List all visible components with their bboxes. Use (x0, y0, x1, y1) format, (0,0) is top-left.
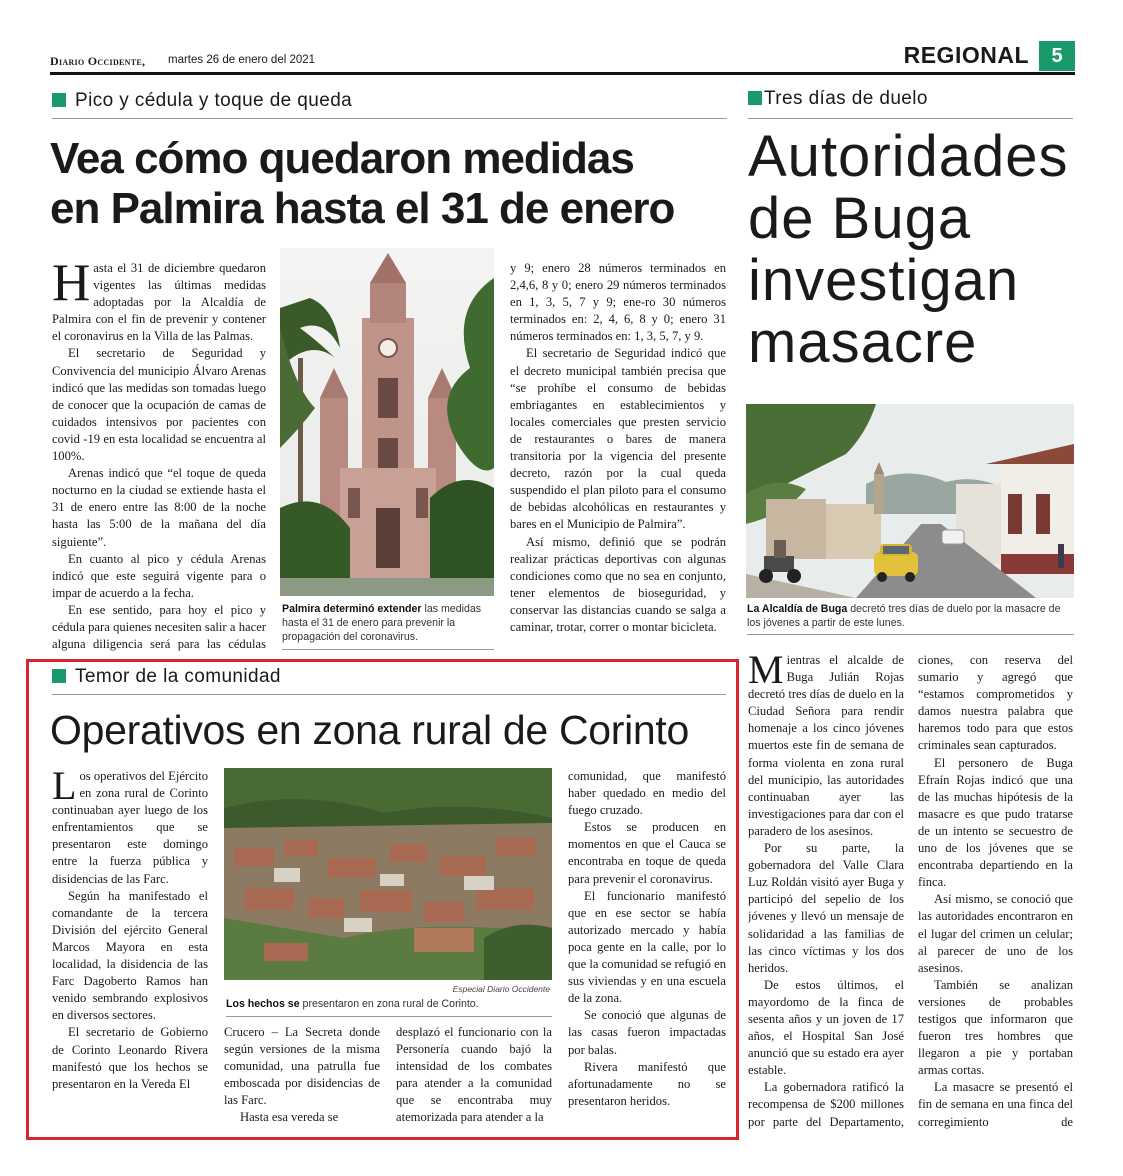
article3-column-2: Crucero – La Secreta donde según versiones de la misma comunidad, una patrulla fue emboscada por disidencias de las Farc. Hasta esa vereda se (224, 1025, 380, 1125)
article1-column-2: y 9; enero 28 números terminados en 2,4,6, 8 y 0; enero 29 números terminados en 1, 3, 5, 7 y 9; ene-ro 30 números terminados en: 2, 4, 6, 8 y 0; enero 31 números terminados en: 1, 3, 5, 7, y 9. El secretario de Seguridad indicó que el decreto municipal también precisa que “se prohíbe el consumo de bebidas embriagantes en establecimientos y locales comerciales que presten servicio de restaurantes o bares de manera transitoria por la vigencia del presente decreto, razón por la cual queda suspendido el plan piloto para el consumo de bebidas alcohólicas en restaurantes y bares en el Municipio de Palmira”. Así mismo, definió que se podrán realizar prácticas deportivas con algunas condiciones como que no sea en conjunto, tener elementos de bioseguridad, y conservar las distancias cuando se salga a caminar, trotar, correr o montar bicicleta. (510, 261, 726, 634)
article3-column-3: desplazó el funcionario con la Personería cuando bajó la intensidad de los combates para atender a la comunidad que se encontraba muy atemorizada para atender a la (396, 1025, 552, 1125)
page-number: 5 (1039, 41, 1075, 71)
article3-column-1: Los operativos del Ejército en zona rural de Corinto continuaban ayer luego de los enfrentamientos que se presentaron este domingo entre la fuerza pública y disidencias de las Farc. Según ha manifestado el comandante de la tercera División del ejército General Marcos Mayora en esta localidad, la disidencia de las Farc Dagoberto Ramos han venido sembrando explosivos en diversos sectores. El secretario de Gobierno de Corinto Leonardo Rivera manifestó que los hechos se presentaron en la Vereda El (52, 768, 208, 1091)
buga-street-photo (746, 404, 1074, 598)
caption-rule (226, 1016, 552, 1017)
kicker-rule (748, 118, 1073, 119)
header-rule (50, 72, 1075, 75)
issue-date: martes 26 de enero del 2021 (168, 54, 316, 66)
dropcap: H (52, 260, 91, 312)
kicker-rule (52, 118, 727, 119)
article3-headline: Operativos en zona rural de Corinto (50, 707, 690, 753)
article2-column-2: ciones, con reserva del sumario y agregó que “estamos comprometidos y damos nuestra palabra que haremos todo para que estos criminales sean capturados. El personero de Buga Efraín Rojas indicó que una de las muchas hipótesis de la masacre es que pudo tratarse de un intento se secuestro de uno de los jóvenes que se encontraba departiendo en la finca. Así mismo, se conoció que las autoridades encontraron en el lugar del crimen un celular; al parecer de uno de los asesinos. También se analizan versiones de probables testigos que informaron que fueron tres hombres que llegaron a pie y portaban armas cortas. La masacre se presentó el fin de semana en una finca del corregimiento de (918, 653, 1073, 1129)
article1-headline: Vea cómo quedaron medidas en Palmira hasta el 31 de enero (50, 134, 675, 233)
kicker-rule (52, 694, 726, 695)
article1-photo-caption: Palmira determinó extender las medidas hasta el 31 de enero para prevenir la propagación del coronavirus. (282, 603, 482, 643)
kicker-square-icon (52, 669, 66, 683)
article1-column-1: Hasta el 31 de diciembre quedaron vigentes las últimas medidas adoptadas por la Alcaldía de Palmira con el fin de prevenir y contener el coronavirus en la Villa de las Palmas. El secretario de Seguridad y Convivencia del municipio Álvaro Arenas indicó que las medidas son tomadas luego de conocer que la ocupación de camas de cuidados intensivos por pacientes con covid -19 en esta localidad se encuentra al 100%. Arenas indicó que “el toque de queda nocturno en la ciudad se extiende hasta el 31 de enero entre las 8:00 de la noche hasta las 5:00 de la mañana del día siguiente”. En cuanto al pico y cédula Arenas indicó que este seguirá vigente para o impar de acuerdo a la fecha. En ese sentido, para hoy el pico y cédula para quienes necesiten salir a hacer alguna diligencia será para las cédulas (52, 260, 266, 652)
corinto-aerial-photo (224, 768, 552, 980)
section-name: REGIONAL (903, 42, 1029, 68)
kicker-square-icon (52, 93, 66, 107)
article3-kicker: Temor de la comunidad (52, 666, 281, 688)
paper-name: Diario Occidente, (50, 54, 146, 68)
caption-rule (747, 634, 1074, 635)
kicker-square-icon (748, 91, 762, 105)
article2-kicker: Tres días de duelo (748, 88, 928, 110)
article3-column-4: comunidad, que manifestó haber quedado en medio del fuego cruzado. Estos se producen en momentos en que el Cauca se encontraba en toque de queda para prevenir el coronavirus. El funcionario manifestó que en ese sector se había autorizado mercado y había poca gente en la calle, por lo que la comunidad se refugió en sus viviendas y en una escuela de la zona. Se conoció que algunas de las casas fueron impactadas por balas. Rivera manifestó que afortunadamente no se presentaron heridos. (568, 769, 726, 1108)
photo-credit: Especial Diario Occidente (452, 984, 550, 994)
street-image (746, 404, 1074, 598)
dropcap: L (52, 768, 77, 808)
masthead (50, 42, 1075, 74)
article2-headline: Autoridades de Buga investigan masacre (748, 124, 1069, 375)
aerial-image (224, 768, 552, 980)
cathedral-image (280, 248, 494, 596)
article3-photo-caption: Los hechos se presentaron en zona rural de Corinto. (226, 998, 479, 1010)
article2-photo-caption: La Alcaldía de Buga decretó tres días de duelo por la masacre de los jóvenes a partir de este lunes. (747, 603, 1061, 629)
palmira-cathedral-photo (280, 248, 494, 596)
article2-column-1: Mientras el alcalde de Buga Julián Rojas decretó tres días de duelo en la Ciudad Señora para rendir homenaje a los cinco jóvenes muertos este fin de semana de forma violenta en zona rural del municipio, las autoridades continuaban ayer las investigaciones para dar con el paradero de los asesinos. Por su parte, la gobernadora del Valle Clara Luz Roldán visitó ayer Buga y participó del sepelio de los jóvenes y llevó un mensaje de solidaridad a las familias de las cinco víctimas y los dos heridos. De estos últimos, el mayordomo de la finca de sesenta años y un joven de 17 años, el Hospital San José anunció que su estado era ayer estable. La gobernadora ratificó la recompensa de $200 millones por parte del Departamento, (748, 652, 904, 1129)
caption-rule (282, 649, 494, 650)
dropcap: M (748, 652, 784, 692)
article1-kicker: Pico y cédula y toque de queda (52, 90, 352, 112)
